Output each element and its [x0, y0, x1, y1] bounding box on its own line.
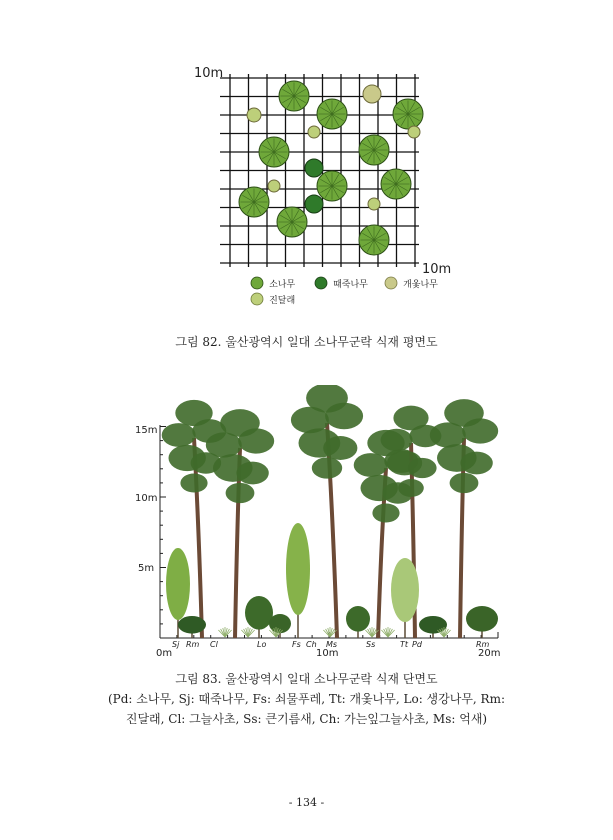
pine-crown — [312, 457, 342, 478]
pine-crown — [460, 452, 492, 475]
pine-crown — [325, 403, 363, 430]
ash-crown — [286, 523, 310, 615]
page-number: - 134 - — [288, 796, 325, 809]
snowbell-symbol — [305, 195, 323, 213]
species-label: Ss — [366, 640, 376, 649]
x-label-20: 20m — [478, 648, 501, 659]
pine-crown — [430, 422, 466, 447]
azalea-symbol — [308, 126, 320, 138]
pine-crown — [398, 479, 424, 497]
pine-crown — [354, 453, 388, 477]
y-label-5: 5m — [138, 563, 155, 574]
azalea-icon — [250, 292, 264, 306]
pine-crown — [381, 429, 413, 451]
y-label-15: 15m — [135, 425, 158, 436]
spicebush-crown — [245, 596, 273, 630]
species-label: Lo — [257, 640, 267, 649]
pine-crown — [323, 436, 357, 460]
sumac-crown — [391, 558, 419, 622]
shrub-crown — [346, 606, 370, 632]
species-label: Rm — [186, 640, 200, 649]
legend-label-sumac: 개옻나무 — [403, 280, 438, 290]
azalea-symbol — [247, 108, 261, 122]
pine-crown — [206, 432, 242, 457]
pine-crown — [162, 423, 196, 447]
species-label: Rm — [476, 640, 490, 649]
pine-crown — [180, 473, 207, 492]
figure82-caption: 그림 82. 울산광역시 일대 소나무군락 식재 평면도 — [175, 335, 438, 349]
plan-label-right: 10m — [422, 262, 452, 277]
legend-label-snowbell: 때죽나무 — [333, 280, 368, 290]
snowbell-icon — [314, 276, 328, 290]
section-drawing — [130, 385, 510, 660]
plan-legend — [250, 272, 450, 312]
species-label: Pd — [412, 640, 422, 649]
pine-crown — [408, 458, 437, 478]
legend-label-azalea: 진달래 — [269, 296, 296, 306]
species-label: Tt — [400, 640, 409, 649]
sumac-symbol — [363, 85, 381, 103]
figure83-caption-line1: 그림 83. 울산광역시 일대 소나무군락 식재 단면도 — [175, 672, 438, 686]
legend-label-pine: 소나무 — [269, 280, 296, 290]
x-label-0: 0m — [156, 648, 173, 659]
y-label-10: 10m — [135, 493, 158, 504]
azalea-symbol — [368, 198, 380, 210]
azalea-symbol — [268, 180, 280, 192]
species-label: Fs — [292, 640, 301, 649]
section-figure — [130, 385, 510, 660]
plan-figure — [190, 60, 450, 310]
legend-item-sumac — [384, 272, 438, 291]
pine-crown — [236, 462, 268, 485]
species-label: Ms — [326, 640, 338, 649]
x-label-10: 10m — [316, 648, 339, 659]
snowbell-crown — [166, 548, 190, 620]
pine-crown — [450, 473, 479, 493]
snowbell-symbol — [305, 159, 323, 177]
sumac-icon — [384, 276, 398, 290]
azalea-crown — [178, 616, 206, 634]
azalea-crown — [466, 606, 498, 632]
figure83-caption-line2: (Pd: 소나무, Sj: 때죽나무, Fs: 쇠물푸레, Tt: 개옻나무, Lo: 생강나무, Rm: — [107, 692, 506, 706]
species-label: Ch — [306, 640, 317, 649]
pine-crown — [226, 483, 255, 503]
species-label: Cl — [210, 640, 218, 649]
pine-crown — [372, 503, 399, 522]
legend-item-snowbell — [314, 272, 368, 291]
azalea-symbol — [408, 126, 420, 138]
figure83-caption-line3: 진달래, Cl: 그늘사초, Ss: 큰기름새, Ch: 가는잎그늘사초, Ms: 억새) — [125, 712, 488, 726]
legend-item-azalea — [250, 288, 295, 307]
pine-crown — [238, 428, 274, 453]
plan-label-top: 10m — [194, 66, 224, 81]
pine-crown — [462, 418, 498, 443]
species-label: Sj — [172, 640, 180, 649]
